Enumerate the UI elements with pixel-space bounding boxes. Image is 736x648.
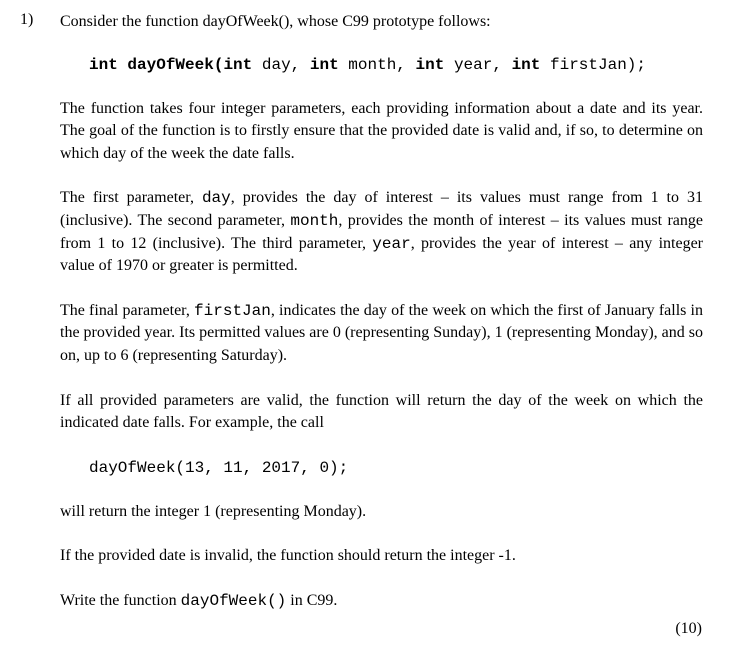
paragraph-7 <box>60 590 703 613</box>
text: in C99. <box>286 591 338 609</box>
prototype-code <box>89 54 703 76</box>
paragraph-4: If all provided parameters are valid, the function will return the day of the week on which the indicated date falls. For example, the call <box>60 391 703 432</box>
paragraph-5: will return the integer 1 (representing Monday). <box>60 502 367 520</box>
function-name: dayOfWeek( <box>127 55 224 74</box>
code-dayofweek: dayOfWeek() <box>180 591 287 610</box>
paragraph-6: If the provided date is invalid, the function should return the integer -1. <box>60 547 516 565</box>
paragraph-2 <box>60 187 703 277</box>
keyword-int: int <box>511 55 541 74</box>
keyword-int: int <box>223 55 253 74</box>
text: , indicates the day of the week on which the first of January falls in the provided year. Its permitted values are 0 (representing Sunday), 1 (representing Monday), and so on, up to 6 (representing Saturday). <box>60 301 703 364</box>
example-call-code: dayOfWeek(13, 11, 2017, 0); <box>89 458 349 477</box>
param-year: year, <box>453 55 502 74</box>
keyword-int: int <box>89 55 118 74</box>
question-number: 1) <box>20 11 34 28</box>
text: , provides the year of interest – any integer value of 1970 or greater is permitted. <box>60 234 703 275</box>
param-day: day, <box>261 55 301 74</box>
text: The final parameter, <box>60 301 195 319</box>
param-firstjan: firstJan); <box>549 55 646 74</box>
paragraph-1: The function takes four integer parameters, each providing information about a date and its year. The goal of the function is to firstly ensure that the provided date is valid and, if so, to determine on which day of the week the date falls. <box>60 99 703 162</box>
paragraph-3 <box>60 300 703 368</box>
code-year: year <box>372 234 411 253</box>
text: , provides the day of interest – its values must range from 1 to 31 (inclusive). The second parameter, <box>60 189 703 229</box>
marks-label: (10) <box>675 620 702 637</box>
text: Write the function <box>60 591 181 609</box>
keyword-int: int <box>415 55 445 74</box>
intro-text: Consider the function dayOfWeek(), whose C99 prototype follows: <box>60 13 491 30</box>
text: , provides the month of interest – its values must range from 1 to 12 (inclusive). The third parameter, <box>60 211 703 252</box>
code-day: day <box>201 189 231 208</box>
keyword-int: int <box>309 55 339 74</box>
param-month: month, <box>348 55 406 74</box>
code-month: month <box>290 211 339 230</box>
code-firstjan: firstJan <box>194 301 271 320</box>
question-body <box>60 11 703 613</box>
text: The first parameter, <box>60 189 202 207</box>
